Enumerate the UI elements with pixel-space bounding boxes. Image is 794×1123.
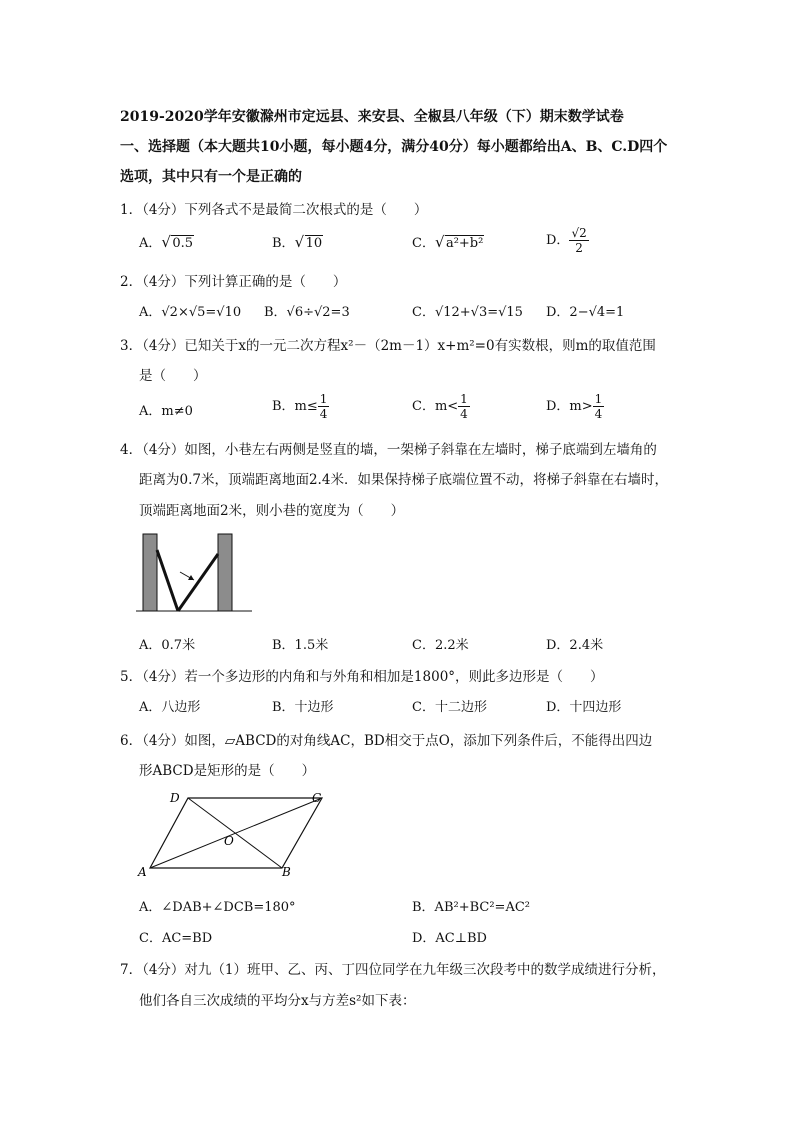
section-heading-line1: 一、选择题（本大题共10小题，每小题4分，满分40分）每小题都给出A、B、C.D四个 bbox=[120, 139, 668, 155]
q1-c-radicand: a²+b² bbox=[445, 236, 484, 251]
sqrt-icon: √ 10 bbox=[294, 233, 323, 251]
q4-option-a: A．0.7米 bbox=[139, 638, 196, 653]
q3-d-numerator: 1 bbox=[594, 392, 603, 406]
q6-option-a: A．∠DAB+∠DCB=180° bbox=[139, 900, 296, 915]
q3-option-a: A．m≠0 bbox=[139, 404, 193, 419]
q6-option-c: C．AC=BD bbox=[139, 931, 213, 946]
q1-c-label: C． bbox=[412, 236, 435, 251]
label-o: O bbox=[224, 834, 234, 848]
q3-c-fraction bbox=[458, 392, 470, 421]
q4-option-d: D．2.4米 bbox=[546, 638, 604, 653]
diagonal-ac bbox=[150, 798, 322, 868]
q6-option-d: D．AC⊥BD bbox=[412, 931, 487, 946]
q7-stem-line1: 7．（4分）对九（1）班甲、乙、丙、丁四位同学在九年级三次段考中的数学成绩进行分析， bbox=[120, 962, 666, 978]
ladder-right bbox=[178, 554, 218, 611]
q1-option-a bbox=[139, 232, 194, 251]
q1-option-b bbox=[272, 232, 323, 251]
q3-c-numerator: 1 bbox=[460, 392, 468, 406]
q5-option-c: C．十二边形 bbox=[412, 700, 487, 715]
q1-a-label: A． bbox=[139, 236, 162, 251]
q1-d-label: D． bbox=[546, 233, 570, 248]
q1-option-d bbox=[546, 226, 589, 255]
q2-option-d: D．2−√4=1 bbox=[546, 305, 625, 320]
q3-option-c bbox=[412, 392, 470, 421]
q4-stem-line3: 顶端距离地面2米，则小巷的宽度为（ ） bbox=[139, 503, 405, 519]
q6-stem-line1: 6．（4分）如图，▱ABCD的对角线AC，BD相交于点O，添加下列条件后，不能得出四边 bbox=[120, 733, 653, 749]
q3-c-denominator: 4 bbox=[460, 407, 468, 421]
q1-a-radicand: 0.5 bbox=[172, 236, 194, 251]
q3-stem-line2: 是（ ） bbox=[139, 368, 207, 384]
diagonal-bd bbox=[188, 798, 282, 868]
section-heading-line2: 选项，其中只有一个是正确的 bbox=[120, 169, 302, 185]
q1-d-fraction bbox=[569, 226, 588, 255]
q1-d-denominator: 2 bbox=[575, 241, 583, 255]
label-a: A bbox=[138, 865, 147, 879]
sqrt-icon: √ 0.5 bbox=[161, 233, 194, 251]
q5-option-a: A．八边形 bbox=[139, 700, 201, 715]
q4-option-c: C．2.2米 bbox=[412, 638, 469, 653]
q2-option-a: A．√2×√5=√10 bbox=[139, 305, 242, 320]
q1-b-radicand: 10 bbox=[305, 236, 323, 251]
q1-b-label: B． bbox=[272, 236, 295, 251]
q2-stem: 2．（4分）下列计算正确的是（ ） bbox=[120, 274, 347, 290]
left-wall bbox=[143, 534, 157, 611]
q3-d-denominator: 4 bbox=[594, 407, 603, 421]
q3-b-numerator: 1 bbox=[319, 392, 328, 406]
q3-b-denominator: 4 bbox=[319, 407, 328, 421]
label-b: B bbox=[282, 865, 291, 879]
ladder-left bbox=[157, 550, 178, 611]
q1-stem: 1．（4分）下列各式不是最简二次根式的是（ ） bbox=[120, 202, 428, 218]
q3-b-label: B．m≤ bbox=[272, 399, 318, 414]
sqrt-icon: √ a²+b² bbox=[434, 233, 484, 251]
label-d: D bbox=[170, 791, 180, 805]
q5-option-d: D．十四边形 bbox=[546, 700, 622, 715]
q1-d-numerator: √2 bbox=[571, 226, 587, 240]
q2-option-b: B．√6÷√2=3 bbox=[264, 305, 350, 320]
q4-stem-line2: 距离为0.7米，顶端距离地面2.4米．如果保持梯子底端位置不动，将梯子斜靠在右墙时， bbox=[139, 472, 668, 488]
q4-ladder-figure bbox=[136, 530, 252, 616]
q3-d-fraction bbox=[593, 392, 605, 421]
q1-option-c bbox=[412, 232, 484, 251]
q3-c-label: C．m< bbox=[412, 399, 459, 414]
q5-stem: 5．（4分）若一个多边形的内角和与外角和相加是1800°，则此多边形是（ ） bbox=[120, 669, 604, 685]
q3-d-label: D．m> bbox=[546, 399, 593, 414]
q4-option-b: B．1.5米 bbox=[272, 638, 329, 653]
right-wall bbox=[218, 534, 232, 611]
q5-option-b: B．十边形 bbox=[272, 700, 334, 715]
q6-stem-line2: 形ABCD是矩形的是（ ） bbox=[139, 763, 316, 779]
q3-option-d bbox=[546, 392, 604, 421]
q3-b-fraction bbox=[318, 392, 330, 421]
q3-option-b bbox=[272, 392, 329, 421]
paper-title: 2019-2020学年安徽滁州市定远县、来安县、全椒县八年级（下）期末数学试卷 bbox=[120, 109, 624, 125]
q3-stem-line1: 3．（4分）已知关于x的一元二次方程x²－（2m－1）x+m²=0有实数根，则m的取值范围 bbox=[120, 338, 656, 354]
q7-stem-line2: 他们各自三次成绩的平均分x与方差s²如下表： bbox=[139, 993, 416, 1009]
q2-option-c: C．√12+√3=√15 bbox=[412, 305, 523, 320]
q6-parallelogram-figure bbox=[136, 788, 336, 880]
q4-stem-line1: 4．（4分）如图，小巷左右两侧是竖直的墙，一架梯子斜靠在左墙时，梯子底端到左墙角的 bbox=[120, 442, 657, 458]
q6-option-b: B．AB²+BC²=AC² bbox=[412, 900, 530, 915]
label-c: C bbox=[312, 791, 322, 805]
